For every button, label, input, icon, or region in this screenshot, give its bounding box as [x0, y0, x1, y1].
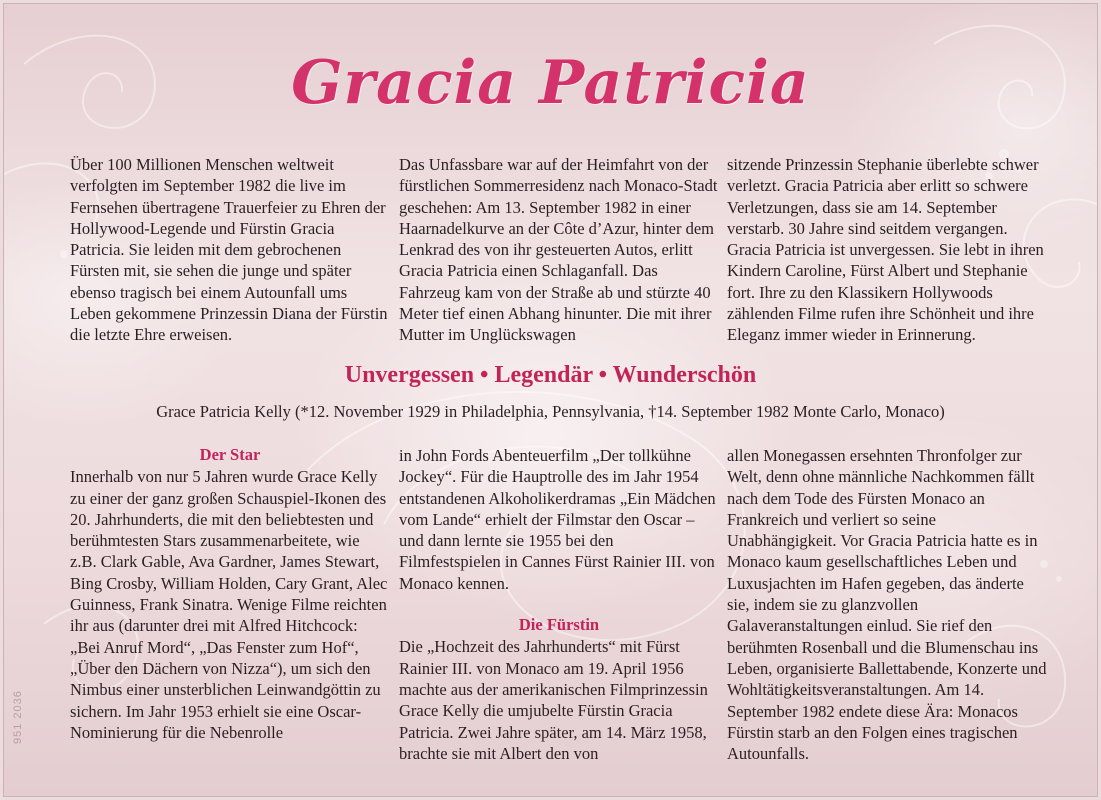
- star-text-1: Innerhalb von nur 5 Jahren wurde Grace Kelly zu einer der ganz großen Schauspiel-Ikonen des 20. Jahrhunderts, die mit den beliebtesten und berühmtesten Stars zusammenarbeitete, wie z.B. Clark Gable, Ava Gardner, James Stewart, Bing Crosby, William Holden, Cary Grant, Alec Guinness, Frank Sinatra. Wenige Filme reichten ihr aus (darunter drei mit Alfred Hitchcock: „Bei Anruf Mord“, „Das Fenster zum Hof“, „Über den Dächern von Nizza“), um sich den Nimbus einer unsterblichen Leinwandgöttin zu sichern. Im Jahr 1953 erhielt sie eine Oscar-Nominierung für die Nebenrolle: [70, 467, 388, 742]
- star-column-1: [70, 444, 390, 743]
- section-heading-princess: Die Fürstin: [518, 615, 600, 635]
- princess-text-2: allen Monegassen ersehnten Thronfolger zur Welt, denn ohne männliche Nachkommen fällt nach dem Tode des Fürsten Monaco an Frankreich und verliert so seine Unabhängigkeit. Vor Gracia Patricia hatte es in Monaco kaum gesellschaftliches Leben und Luxusjachten im Hafen gegeben, das änderte sie, indem sie zu glanzvollen Galaveranstaltungen einlud. Sie rief den berühmten Rosenball und die Blumenschau ins Leben, organisierte Ballettabende, Konzerte und Wohltätigkeitsveranstaltungen. Am 14. September 1982 endete diese Ära: Monacos Fürstin starb an den Folgen eines tragischen Autounfalls.: [727, 446, 1047, 764]
- tagline: Unvergessen • Legendär • Wunderschön: [344, 362, 757, 388]
- intro-column-3: sitzende Prinzessin Stephanie überlebte schwer verletzt. Gracia Patricia aber erlitt so schwere Verletzungen, dass sie am 14. September verstarb. 30 Jahre sind seitdem vergangen. Gracia Patricia ist unvergessen. Sie lebt in ihren Kindern Caroline, Fürst Albert und Stephanie fort. Ihre zu den Klassikern Hollywoods zählenden Filme rufen ihre Schönheit und ihre Eleganz immer wieder in Erinnerung.: [727, 155, 1044, 345]
- star-column-2: [399, 445, 719, 764]
- product-code: 951 2036: [12, 690, 24, 744]
- star-text-2: in John Fords Abenteuerfilm „Der tollkühne Jockey“. Für die Hauptrolle des im Jahr 1954 entstandenen Alkoholikerdramas „Ein Mädchen vom Lande“ erhielt der Filmstar den Oscar – und dann lernte sie 1955 bei den Filmfestspielen in Cannes Fürst Rainier III. von Monaco kennen.: [399, 446, 716, 593]
- princess-text-1: Die „Hochzeit des Jahrhunderts“ mit Fürst Rainier III. von Monaco am 19. April 1956 machte aus der amerikanischen Filmprinzessin Grace Kelly die umjubelte Fürstin Gracia Patricia. Zwei Jahre später, am 14. März 1958, brachte sie mit Albert den von: [399, 637, 708, 763]
- section-heading-star: Der Star: [199, 445, 261, 464]
- page-title: Gracia Patricia: [291, 48, 810, 118]
- bio-line: Grace Patricia Kelly (*12. November 1929 in Philadelphia, Pennsylvania, †14. September 1982 Monte Carlo, Monaco): [156, 402, 945, 421]
- intro-column-2: Das Unfassbare war auf der Heimfahrt von der fürstlichen Sommerresidenz nach Monaco-Stadt geschehen: Am 13. September 1982 in einer Haarnadelkurve an der Côte d’Azur, hinter dem Lenkrad des von ihr gesteuerten Autos, erlitt Gracia Patricia einen Schlaganfall. Das Fahrzeug kam von der Straße ab und stürzte 40 Meter tief einen Abhang hinunter. Die mit ihrer Mutter im Unglückswagen: [399, 155, 718, 345]
- info-sheet: [3, 3, 1098, 797]
- princess-column-3: [727, 445, 1047, 764]
- intro-column-1: Über 100 Millionen Menschen weltweit verfolgten im September 1982 die live im Fernsehen übertragene Trauerfeier zu Ehren der Hollywood-Legende und Fürstin Gracia Patricia. Sie leiden mit dem gebrochenen Fürsten mit, sie sehen die junge und später ebenso tragisch bei einem Autounfall ums Leben gekommene Prinzessin Diana der Fürstin die letzte Ehre erweisen.: [70, 155, 388, 345]
